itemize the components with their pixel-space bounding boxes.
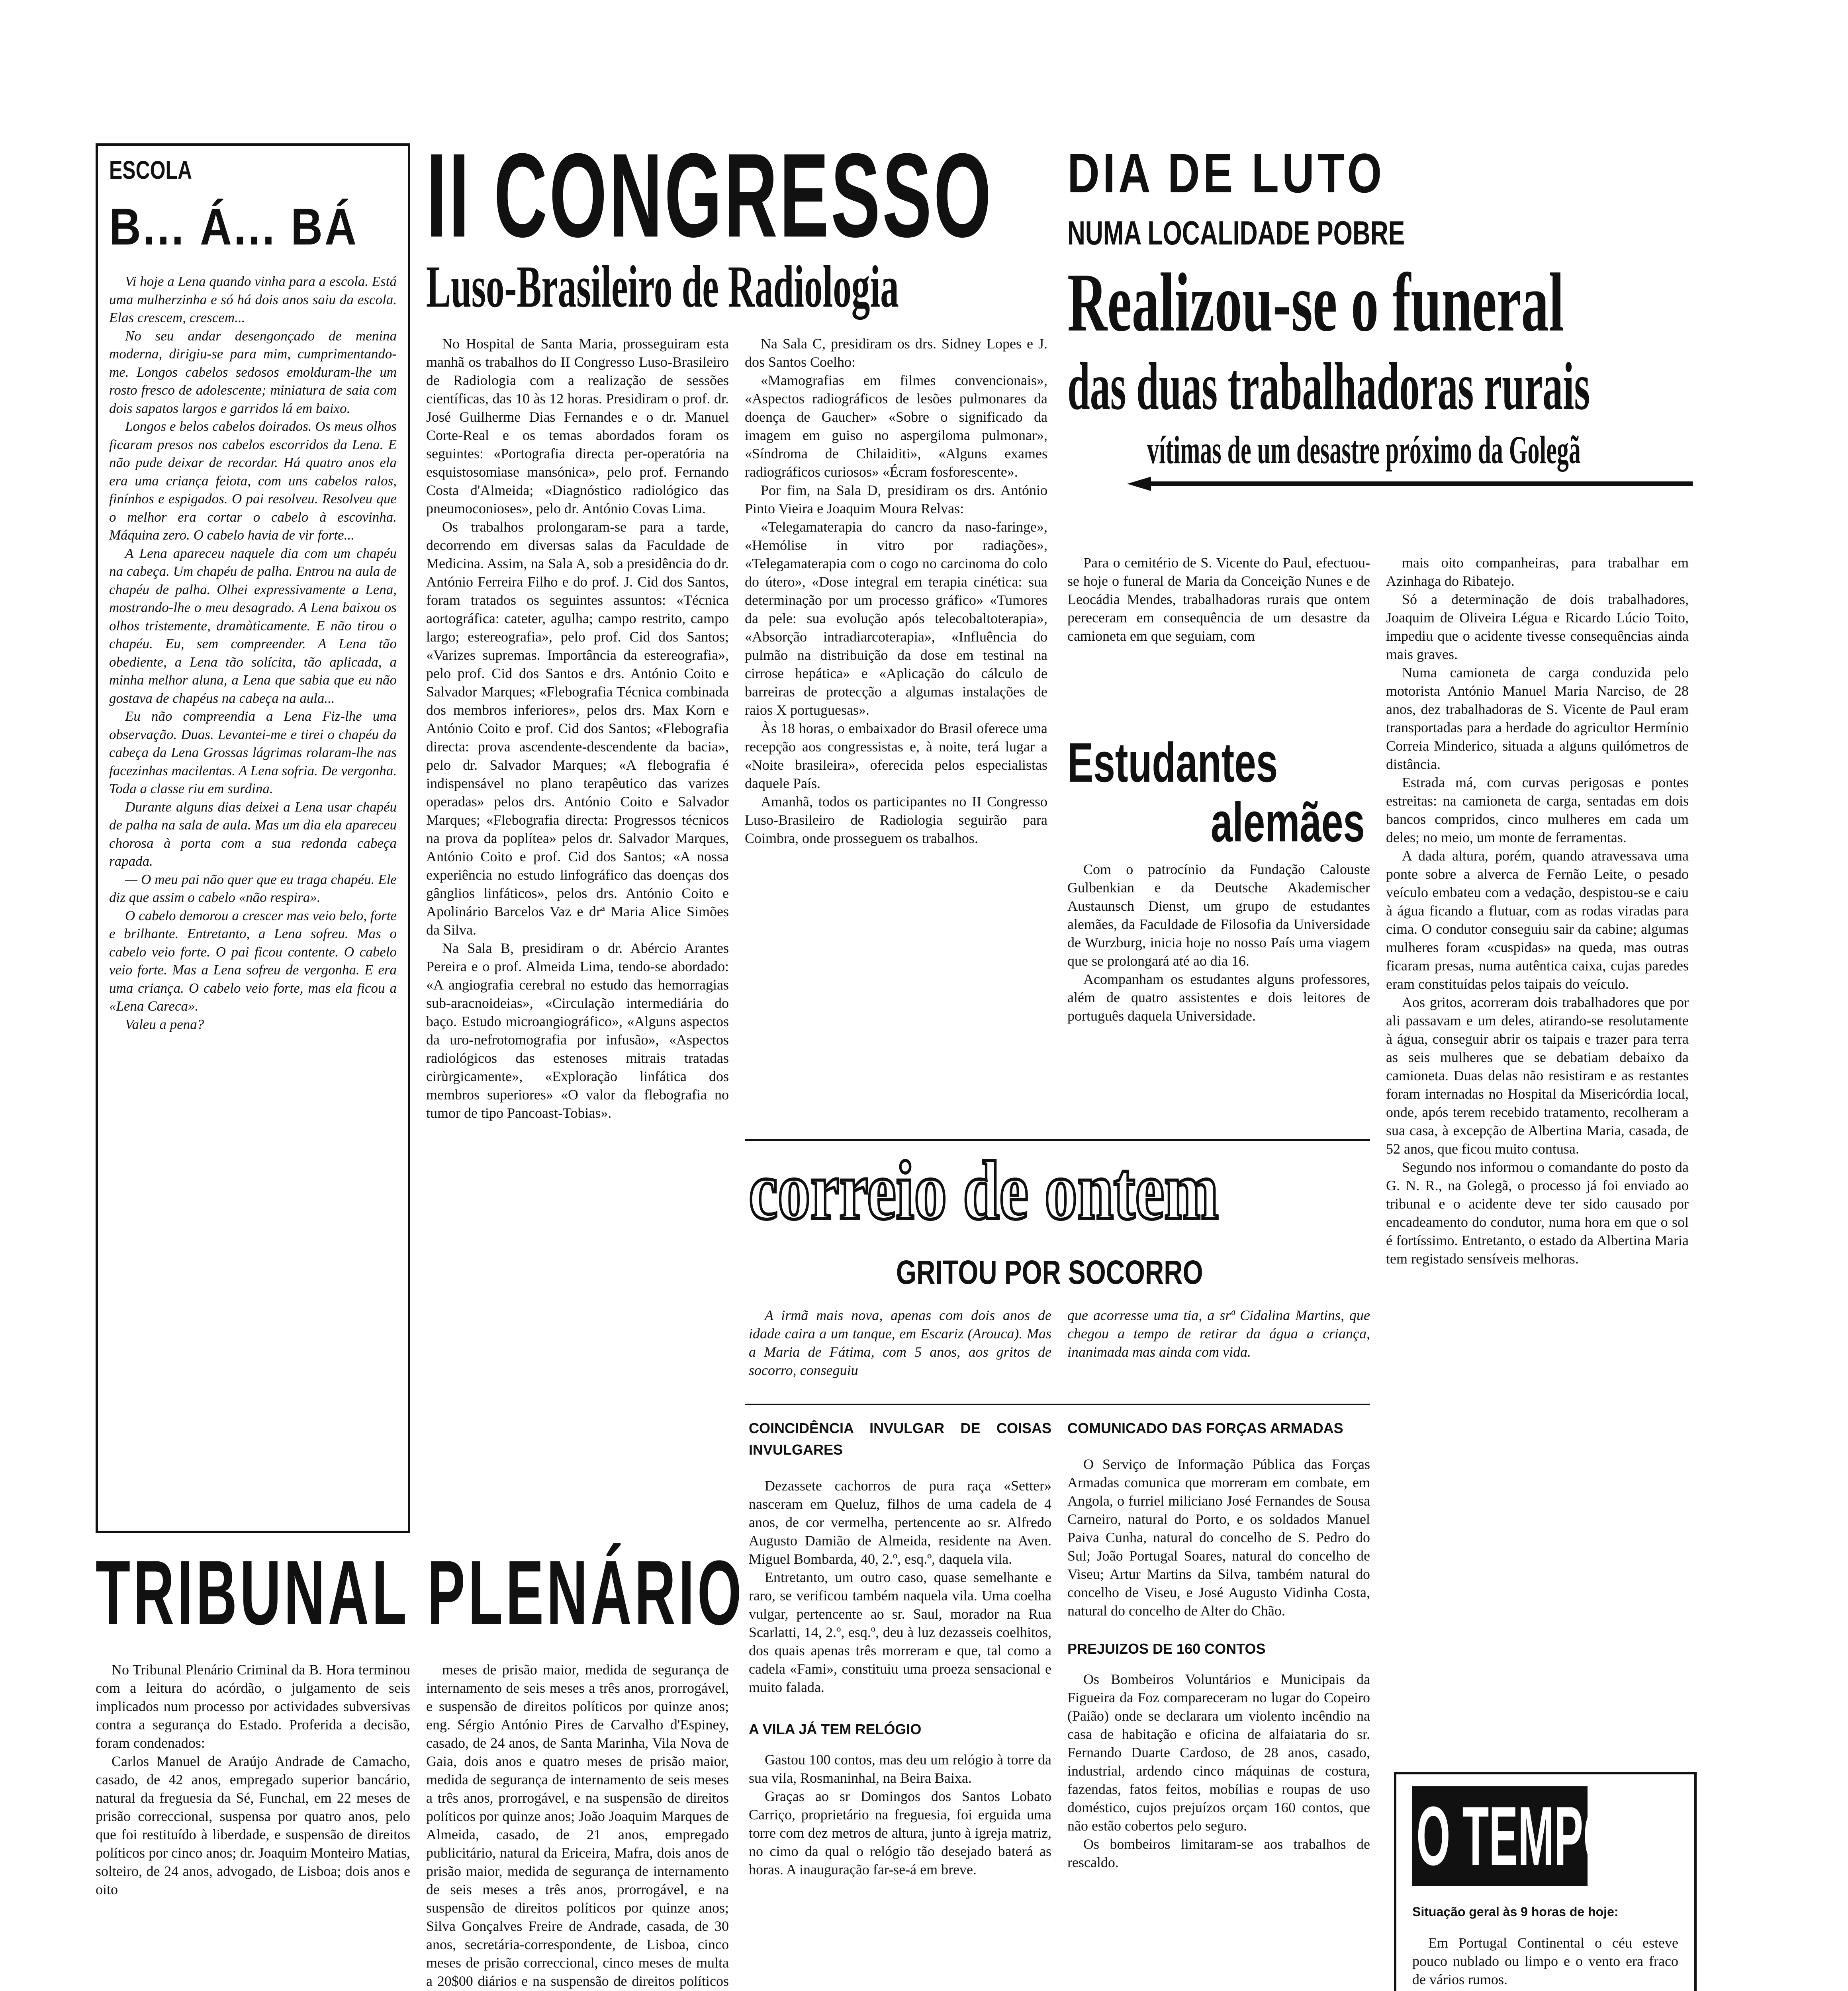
tempo-box (1394, 1772, 1697, 1991)
paragraph: Com o patrocínio da Fundação Calouste Gulbenkian e da Deutsche Akademischer Austaunsch Dienst, um grupo de estudantes alemães, da Faculdade de Filosofia da Universidade de Wurzburg, inicia hoje no nosso País uma viagem que se prolongará até ao dia 16. (1067, 861, 1370, 969)
correio-top-rule (745, 1139, 1370, 1141)
paragraph: Graças ao sr Domingos dos Santos Lobato Carriço, proprietário na freguesia, foi erguida uma torre com dez metros de altura, junto à igreja matriz, no cimo da qual o relógio tão desejado baterá as horas. A inauguração far-se-á em breve. (749, 1788, 1051, 1878)
congresso-col2 (745, 334, 1047, 1115)
estudantes-headline2: alemães (1211, 791, 1365, 853)
paragraph: «Mamografias em filmes convencionais», «Aspectos radiográficos de lesões pulmonares da doença de Gaucher» «Sobre o significado da imagem em guiso no aspergiloma pulmonar», «Síndroma de Chilaiditi», «Alguns exames radiográficos curiosos» «Écram fosforescente». (745, 372, 1047, 480)
paragraph: Os bombeiros limitaram-se aos trabalhos de rescaldo. (1067, 1836, 1370, 1870)
paragraph: Na Sala C, presidiram os drs. Sidney Lopes e J. dos Santos Coelho: (745, 336, 1047, 370)
paragraph: O Serviço de Informação Pública das Forças Armadas comunica que morreram em combate, em Angola, o furriel miliciano José Fernandes de Sousa Carneiro, natural do Porto, e os soldados Manuel Paiva Cunha, natural do concelho de S. Pedro do Sul; João Portugal Soares, natural do concelho de Viseu; Artur Martins da Silva, também natural do concelho de Viseu, e José Augusto Vidinha Costa, natural do concelho de Alter do Chão. (1067, 1456, 1370, 1619)
escola-kicker: ESCOLA (109, 156, 192, 184)
luto-headline1: Realizou-se o funeral (1067, 256, 1564, 349)
escola-title: B... Á... BÁ (109, 198, 359, 256)
correio-intro-left: A irmã mais nova, apenas com dois anos de idade caira a um tanque, em Escariz (Arouca). Mas a Maria de Fátima, com 5 anos, aos gritos de socorro, conseguiu (749, 1307, 1051, 1378)
paragraph: Valeu a pena? (125, 1016, 204, 1032)
paragraph: Os Bombeiros Voluntários e Municipais da Figueira da Foz compareceram no lugar do Copeiro (Paião) onde se declarara um violento incêndio na casa de habitação e oficina de alfaiataria do sr. Fernando Duarte Cardoso, de 28 anos, casado, industrial, ardendo cinco máquinas de costura, fazendas, fatos feitos, mobílias e roupas de uso doméstico, cujos prejuízos orçam 160 contos, que não estão cobertos pelo seguro. (1067, 1671, 1370, 1834)
congresso-col1 (426, 334, 729, 1545)
tempo-banner: O TEMPO (1416, 1789, 1617, 1883)
paragraph: — O meu pai não quer que eu traga chapéu. Ele diz que assim o cabelo «não respira». (109, 871, 397, 905)
luto-col1 (1067, 553, 1370, 693)
paragraph: Aos gritos, acorreram dois trabalhadores que por ali passavam e um deles, atirando-se resolutamente à água, conseguir abrir os taipais e trazer para terra as seis mulheres que se debatiam debaixo da camioneta. Duas delas não resistiram e as restantes foram internadas no Hospital da Misericórdia local, onde, após terem recebido tratamento, recolheram a sua casa, à excepção de Albertina Maria, casada, de 52 anos, que ficou muito contusa. (1386, 994, 1689, 1157)
correio-vila-body (749, 1750, 1051, 1879)
paragraph: Às 18 horas, o embaixador do Brasil oferece uma recepção aos congressistas e, à noite, terá lugar a «Noite brasileira», oferecida pelos especialistas daquele País. (745, 720, 1047, 791)
correio-right-body (1067, 1455, 1370, 1620)
paragraph: Amanhã, todos os participantes no II Congresso Luso-Brasileiro de Radiologia seguirão para Coimbra, onde prosseguem os trabalhos. (745, 794, 1047, 846)
tempo-situacao: Em Portugal Continental o céu esteve pouco nublado ou limpo e o vento era fraco de vários rumos. (1412, 1935, 1678, 1987)
paragraph: Longos e belos cabelos doirados. Os meus olhos ficaram presos nos cabelos escorridos da Lena. E não pude deixar de recordar. Há quatro anos ela era uma criança feiota, com uns cabelos ralos, finínhos e espigados. O pai resolveu. Resolveu que o melhor era cortar o cabelo à escovinha. Máquina zero. O cabelo havia de vir forte... (109, 419, 397, 543)
paragraph: «Telegamaterapia do cancro da naso-faringe», «Hemólise in vitro por radiações», «Telegamaterapia com o cogo no carcinoma do colo do útero», «Dose integral em terapia cinética: sua determinação por um processo gráfico» «Tumores da pele: sua evolução após telecobaltoterapia», «Absorção intradiarcoterapia», «Influência do pulmão na distribuição da dose em testinal na cirrose hepática» e «Aplicação do cálculo de barreiras de protecção a algumas instalações de raios X portuguesas». (745, 519, 1047, 718)
paragraph: Durante alguns dias deixei a Lena usar chapéu de palha na sala de aula. Mas um dia ela apareceu chorosa à porta com a sua redonda cabeça rapada. (109, 799, 397, 869)
luto-headline2: das duas trabalhadoras rurais (1067, 349, 1590, 424)
paragraph: Eu não compreendia a Lena Fiz-lhe uma observação. Duas. Levantei-me e tirei o chapéu da cabeça da Lena Grossas lágrimas rolaram-lhe nas facezinhas macilentas. A Lena sofria. De vergonha. Toda a classe riu em surdina. (109, 708, 397, 796)
paragraph: Vi hoje a Lena quando vinha para a escola. Está uma mulherzinha e só há dois anos saiu da escola. Elas crescem, crescem... (109, 274, 397, 325)
paragraph: meses de prisão maior, medida de segurança de internamento de seis meses a três anos, prorrogável, e suspensão de direitos políticos por quinze anos; eng. Sérgio António Pires de Carvalho d'Espiney, casado, de 24 anos, de Santa Marinha, Vila Nova de Gaia, dois anos e quatro meses de prisão maior, medida de segurança de internamento de seis meses a três anos, prorrogável, e na suspensão de direitos políticos por quinze anos; João Joaquim Marques de Almeida, casado, de 21 anos, empregado publicitário, natural da Ericeira, Mafra, dois anos de prisão maior, medida de segurança de internamento de seis meses a três anos, prorrogável, e na suspensão de direitos políticos por quinze anos; Silva Gonçalves Freire de Andrade, casada, de 30 anos, secretária-correspondente, de Lisboa, cinco meses de prisão correccional, cinco meses de multa a 20$00 diários e na suspensão de direitos políticos (426, 1662, 729, 1989)
paragraph: Segundo nos informou o comandante do posto da G. N. R., na Golegã, o processo já foi enviado ao tribunal e o acidente deve ter sido causado por encadeamento do condutor, numa hora em que o sol é fortíssimo. Entretanto, o estado da Albertina Maria tem registado sensíveis melhoras. (1386, 1159, 1689, 1267)
congresso-headline: II CONGRESSO (426, 128, 993, 262)
paragraph: No Tribunal Plenário Criminal da B. Hora terminou com a leitura do acórdão, o julgamento de seis implicados num processo por actividades subversivas contra a segurança do Estado. Proferida a decisão, foram condenados: (96, 1662, 410, 1751)
escola-box (96, 143, 410, 1533)
tribunal-col1 (96, 1660, 410, 1991)
correio-prejuizos-body (1067, 1670, 1370, 1872)
paragraph: Dezassete cachorros de pura raça «Setter» nasceram em Queluz, filhos de uma cadela de 4 anos, de cor vermelha, pertencente ao sr. Alfredo Augusto Damião de Almeida, residente na Aven. Miguel Bombarda, 40, 2.º, esq.º, daquela vila. (749, 1478, 1051, 1567)
paragraph: Para o cemitério de S. Vicente do Paul, efectuou-se hoje o funeral de Maria da Conceição Nunes e de Leocádia Mendes, trabalhadoras rurais que ontem pereceram em consequência de um desastre da camioneta em que seguiam, com (1067, 555, 1370, 644)
tribunal-headline: TRIBUNAL PLENÁRIO (96, 1541, 745, 1644)
paragraph: No seu andar desengonçado de menina moderna, dirigiu-se para mim, cumprimentando-me. Longos cabelos sedosos emolduram-lhe um rosto fresco de adolescente; miniatura de saia com dois sapatos largos e garridos lá em baixo. (109, 328, 397, 416)
estudantes-body (1067, 860, 1370, 1123)
paragraph: O cabelo demorou a crescer mas veio belo, forte e brilhante. Entretanto, a Lena sofreu. Mas o cabelo veio forte. O pai ficou contente. O cabelo veio forte. Mas a Lena sofreu de vergonha. E era uma criança. O cabelo veio forte, mas ela ficou a «Lena Careca». (109, 907, 397, 1014)
correio-title: GRITOU POR SOCORRO (896, 1254, 1203, 1291)
luto-subhead: vítimas de um desastre próximo da Golegã (1147, 428, 1581, 472)
correio-left-col (749, 1418, 1051, 1879)
paragraph: A Lena apareceu naquele dia com um chapéu na cabeça. Um chapéu de palha. Entrou na aula de chapéu de palha. Olhei expressivamente a Lena, mostrando-lhe o meu desagrado. A Lena baixou os olhos tristemente, dramàticamente. E não tirou o chapéu. Eu, sem compreender. A Lena tão obediente, a Lena tão solícita, tão aplicada, a minha melhor aluna, a Lena que sabia que eu não gostava de chapéus na cabeça na aula... (109, 545, 397, 706)
paragraph: Por fim, na Sala D, presidiram os drs. António Pinto Vieira e Joaquim Moura Relvas: (745, 482, 1047, 516)
paragraph: Só a determinação de dois trabalhadores, Joaquim de Oliveira Légua e Ricardo Lúcio Toito, impediu que o acidente tivesse consequências ainda mais graves. (1386, 591, 1689, 662)
paragraph: Os trabalhos prolongaram-se para a tarde, decorrendo em diversas salas da Faculdade de Medicina. Assim, na Sala A, sob a presidência do dr. António Ferreira Filho e do prof. J. Cid dos Santos, foram tratados os seguintes assuntos: «Técnica aortográfica: cateter, agulha; campo restrito, campo largo; estereografia», pelo prof. Cid dos Santos; «Varizes supremas. Importância da estereografia», pelo prof. Cid dos Santos e drs. António Coito e Salvador Marques; «Flebografia Técnica combinada dos membros inferiores», pelos drs. Max Korn e António Coito e prof. Cid dos Santos; «Flebografia directa: prova ascendente-descendente da bacia», pelo dr. Salvador Marques; «A flebografia é indispensável no plano terapêutico das varizes operadas» pelos drs. António Coito e Salvador Marques; «Flebografia directa: Progressos técnicos na prova da poplítea» pelos dr. Salvador Marques, António Coito e prof. Cid dos Santos; «A nossa experiência no estudo linfográfico das doenças dos gânglios linfáticos», pelos drs. António Coito e Apolinário Barcelos Vaz e drª Maria Alice Simões da Silva. (426, 519, 729, 938)
paragraph: Gastou 100 contos, mas deu um relógio à torre da sua vila, Rosmaninhal, na Beira Baixa. (749, 1752, 1051, 1786)
correio-left-head: COINCIDÊNCIA INVULGAR DE COISAS INVULGARES (749, 1420, 1051, 1458)
correio-prejuizos-head: PREJUIZOS DE 160 CONTOS (1067, 1641, 1266, 1657)
tempo-banner-bg (1412, 1786, 1617, 1886)
paragraph: Numa camioneta de carga conduzida pelo motorista António Manuel Maria Narciso, de 28 anos, dez trabalhadoras de S. Vicente de Paul eram transportadas para a herdade do agricultor Hermínio Correia Minderico, situada a alguns quilómetros de distância. (1386, 665, 1689, 772)
luto-arrow-rule (1127, 476, 1693, 492)
paragraph: Carlos Manuel de Araújo Andrade de Camacho, casado, de 42 anos, empregado superior bancário, natural da freguesia da Sé, Funchal, em 22 meses de prisão correccional, suspensa por quatro anos, pelo que foi restituído à liberdade, e suspensão de direitos políticos por cinco anos; dr. Joaquim Monteiro Matias, solteiro, de 24 anos, advogado, de Lisboa; dois anos e oito (96, 1753, 410, 1897)
correio-intro-right: que acorresse uma tia, a srª Cidalina Martins, que chegou a tempo de retirar da água a criança, inanimada mas ainda com vida. (1067, 1307, 1370, 1360)
paragraph: A dada altura, porém, quando atravessava uma ponte sobre a alverca de Fernão Leite, o pesado veículo embateu com a vedação, despistou-se e caiu à água ficando a flutuar, com as rodas viradas para cima. O condutor conseguiu sair da cabine; algumas mulheres foram «cuspidas» na queda, mas outras ficaram presas, numa autêntica caixa, cujas paredes eram constituídas pelos taipais do veículo. (1386, 848, 1689, 992)
escola-body (109, 272, 397, 1033)
tribunal-col2 (426, 1660, 729, 1991)
correio-right-head: COMUNICADO DAS FORÇAS ARMADAS (1067, 1420, 1343, 1436)
luto-kicker2: NUMA LOCALIDADE POBRE (1067, 214, 1405, 252)
paragraph: No Hospital de Santa Maria, prosseguiram esta manhã os trabalhos do II Congresso Luso-Brasileiro de Radiologia com a realização de sessões científicas, das 10 às 12 horas. Presidiram o prof. dr. José Guilherme Dias Fernandes e o dr. Manuel Corte-Real e os temas abordados foram os seguintes: «Portografia directa per-operatória na esquistosomiase mansónica», pelo prof. Fernando Costa d'Almeida; «Diagnóstico radiológico das pneumoconioses», pelo dr. António Covas Lima. (426, 336, 729, 516)
tempo-situacao-head: Situação geral às 9 horas de hoje: (1412, 1905, 1619, 1919)
correio-mid-rule (745, 1404, 1370, 1405)
correio-banner: correio de ontem (749, 1144, 1219, 1237)
paragraph: Estrada má, com curvas perigosas e pontes estreitas: na camioneta de carga, sentadas em dois bancos compridos, cinco mulheres em cada um deles; no meio, um monte de ferramentas. (1386, 774, 1689, 845)
paragraph: Acompanham os estudantes alguns professores, além de quatro assistentes e dois leitores de português daquela Universidade. (1067, 971, 1370, 1024)
correio-left-body (749, 1477, 1051, 1696)
paragraph: Entretanto, um outro caso, quase semelhante e raro, se verificou também naquela vila. Uma coelha vulgar, pertencente ao sr. Saul, morador na Rua Scarlatti, 14, 2.º, esq.º, deu à luz dezasseis coelhitos, dos quais apenas três morreram e que, tal como a cadela «Fami», constituiu uma proeza sensacional e muito falada. (749, 1569, 1051, 1695)
correio-right-col (1067, 1418, 1370, 1872)
congresso-subheadline: Luso-Brasileiro de Radiologia (426, 254, 899, 320)
luto-kicker: DIA DE LUTO (1067, 142, 1385, 204)
luto-col2 (1386, 553, 1689, 1668)
paragraph: mais oito companheiras, para trabalhar em Azinhaga do Ribatejo. (1386, 555, 1689, 589)
estudantes-headline1: Estudantes (1067, 731, 1278, 794)
correio-vila-head: A VILA JÁ TEM RELÓGIO (749, 1721, 922, 1737)
tempo-body (1412, 1902, 1678, 1991)
paragraph: Na Sala B, presidiram o dr. Abércio Arantes Pereira e o prof. Almeida Lima, tendo-se abordado: «A angiografia cerebral no estudo das hemorragias sub-aracnoideias», «Circulação intermediária do baço. Estudo microangiográfico», «Alguns aspectos da uro-nefrotomografia por infusão», «Aspectos radiológicos das estenoses mitrais tratadas cirùrgicamente», «Exploração linfática dos membros superiores» «O valor da flebografia no tumor de tipo Pancoast-Tobias». (426, 940, 729, 1121)
